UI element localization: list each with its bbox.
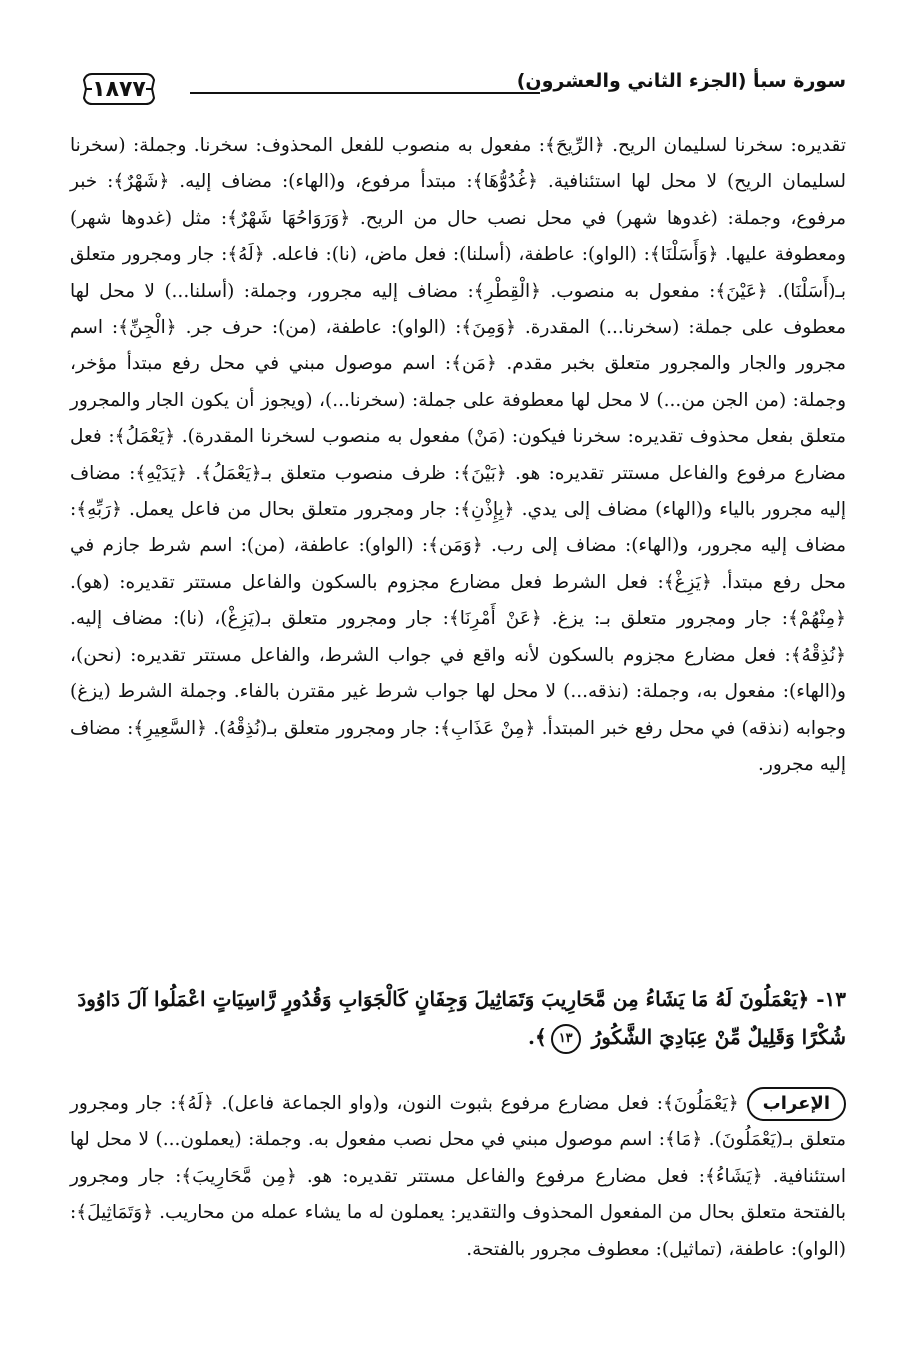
verse-number: ١٣-: [816, 987, 846, 1011]
header-rule: [190, 92, 540, 94]
irab-paragraph: [70, 1086, 846, 1268]
commentary-text: [70, 128, 846, 783]
irab-badge: الإعراب: [747, 1087, 846, 1121]
page-number: ١٨٧٧: [92, 76, 146, 102]
quran-verse: [70, 980, 846, 1056]
verse-close: ﴾.: [527, 1025, 547, 1049]
page-number-frame: [82, 70, 156, 108]
ayah-end-marker: ١٣: [551, 1024, 581, 1054]
page-header: [70, 62, 846, 116]
verse-text: ﴿يَعْمَلُونَ لَهُ مَا يَشَاءُ مِن مَّحَارِيبَ وَتَمَاثِيلَ وَجِفَانٍ كَالْجَوَابِ وَقُدُورٍ رَّاسِيَاتٍ اعْمَلُوا آلَ دَاوُودَ شُكْرًا وَقَلِيلٌ مِّنْ عِبَادِيَ الشَّكُورُ: [77, 987, 846, 1049]
irab-text: ﴿يَعْمَلُونَ﴾: فعل مضارع مرفوع بثبوت النون، و(واو الجماعة فاعل). ﴿لَهُ﴾: جار ومجرور متعلق بـ(يَعْمَلُونَ). ﴿مَا﴾: اسم موصول مبني في محل نصب مفعول به. وجملة: (يعملون...) لا محل لها استئنافية. ﴿يَشَاءُ﴾: فعل مضارع مرفوع والفاعل مستتر تقديره: هو. ﴿مِن مَّحَارِيبَ﴾: جار ومجرور بالفتحة متعلق بحال من المفعول المحذوف والتقدير: يعملون له ما يشاء عمله من محاريب. ﴿وَتَمَاثِيلَ﴾: (الواو): عاطفة، (تماثيل): معطوف مجرور بالفتحة.: [70, 1093, 846, 1260]
page-title: سورة سبأ (الجزء الثاني والعشرون): [516, 70, 846, 92]
irab-section: [70, 1086, 846, 1268]
commentary-paragraph: تقديره: سخرنا لسليمان الريح. ﴿الرِّيحَ﴾: مفعول به منصوب للفعل المحذوف: سخرنا. وجملة: (سخرنا لسليمان الريح) لا محل لها استئنافية. ﴿غُدُوُّهَا﴾: مبتدأ مرفوع، و(الهاء): مضاف إليه. ﴿شَهْرٌ﴾: خبر مرفوع، وجملة: (غدوها شهر) في محل نصب حال من الريح. ﴿وَرَوَاحُهَا شَهْرٌ﴾: مثل (غدوها شهر) ومعطوفة عليها. ﴿وَأَسَلْنَا﴾: (الواو): عاطفة، (أسلنا): فعل ماض، (نا): فاعله. ﴿لَهُ﴾: جار ومجرور متعلق بـ(أَسَلْنَا). ﴿عَيْنَ﴾: مفعول به منصوب. ﴿الْقِطْرِ﴾: مضاف إليه مجرور، وجملة: (أسلنا...) لا محل لها معطوف على جملة: (سخرنا...) المقدرة. ﴿وَمِنَ﴾: (الواو): عاطفة، (من): حرف جر. ﴿الْجِنِّ﴾: اسم مجرور والجار والمجرور متعلق بخبر مقدم. ﴿مَن﴾: اسم موصول مبني في محل رفع مبتدأ مؤخر، وجملة: (من الجن من...) لا محل لها معطوفة على جملة: (سخرنا...)، (ويجوز أن يكون الجار والمجرور متعلق بفعل محذوف تقديره: سخرنا فيكون: (مَنْ) مفعول به منصوب لسخرنا المقدرة). ﴿يَعْمَلُ﴾: فعل مضارع مرفوع والفاعل مستتر تقديره: هو. ﴿بَيْنَ﴾: ظرف منصوب متعلق بـ﴿يَعْمَلُ﴾. ﴿يَدَيْهِ﴾: مضاف إليه مجرور بالياء و(الهاء) مضاف إلى يدي. ﴿بِإِذْنِ﴾: جار ومجرور متعلق بحال من فاعل يعمل. ﴿رَبِّهِ﴾: مضاف إليه مجرور، و(الهاء): مضاف إلى رب. ﴿وَمَن﴾: (الواو): عاطفة، (من): اسم شرط جازم في محل رفع مبتدأ. ﴿يَزِغْ﴾: فعل الشرط فعل مضارع مجزوم بالسكون والفاعل مستتر تقديره: (هو). ﴿مِنْهُمْ﴾: جار ومجرور متعلق بـ: يزغ. ﴿عَنْ أَمْرِنَا﴾: جار ومجرور متعلق بـ(يَزِغْ)، (نا): مضاف إليه. ﴿نُذِقْهُ﴾: فعل مضارع مجزوم بالسكون لأنه واقع في جواب الشرط، والفاعل مستتر تقديره: (نحن)، و(الهاء): مفعول به، وجملة: (نذقه...) لا محل لها جواب شرط غير مقترن بالفاء. وجملة الشرط (يزغ) وجوابه (نذقه) في محل رفع خبر المبتدأ. ﴿مِنْ عَذَابِ﴾: جار ومجرور متعلق بـ(نُذِقْهُ). ﴿السَّعِيرِ﴾: مضاف إليه مجرور.: [70, 135, 846, 775]
